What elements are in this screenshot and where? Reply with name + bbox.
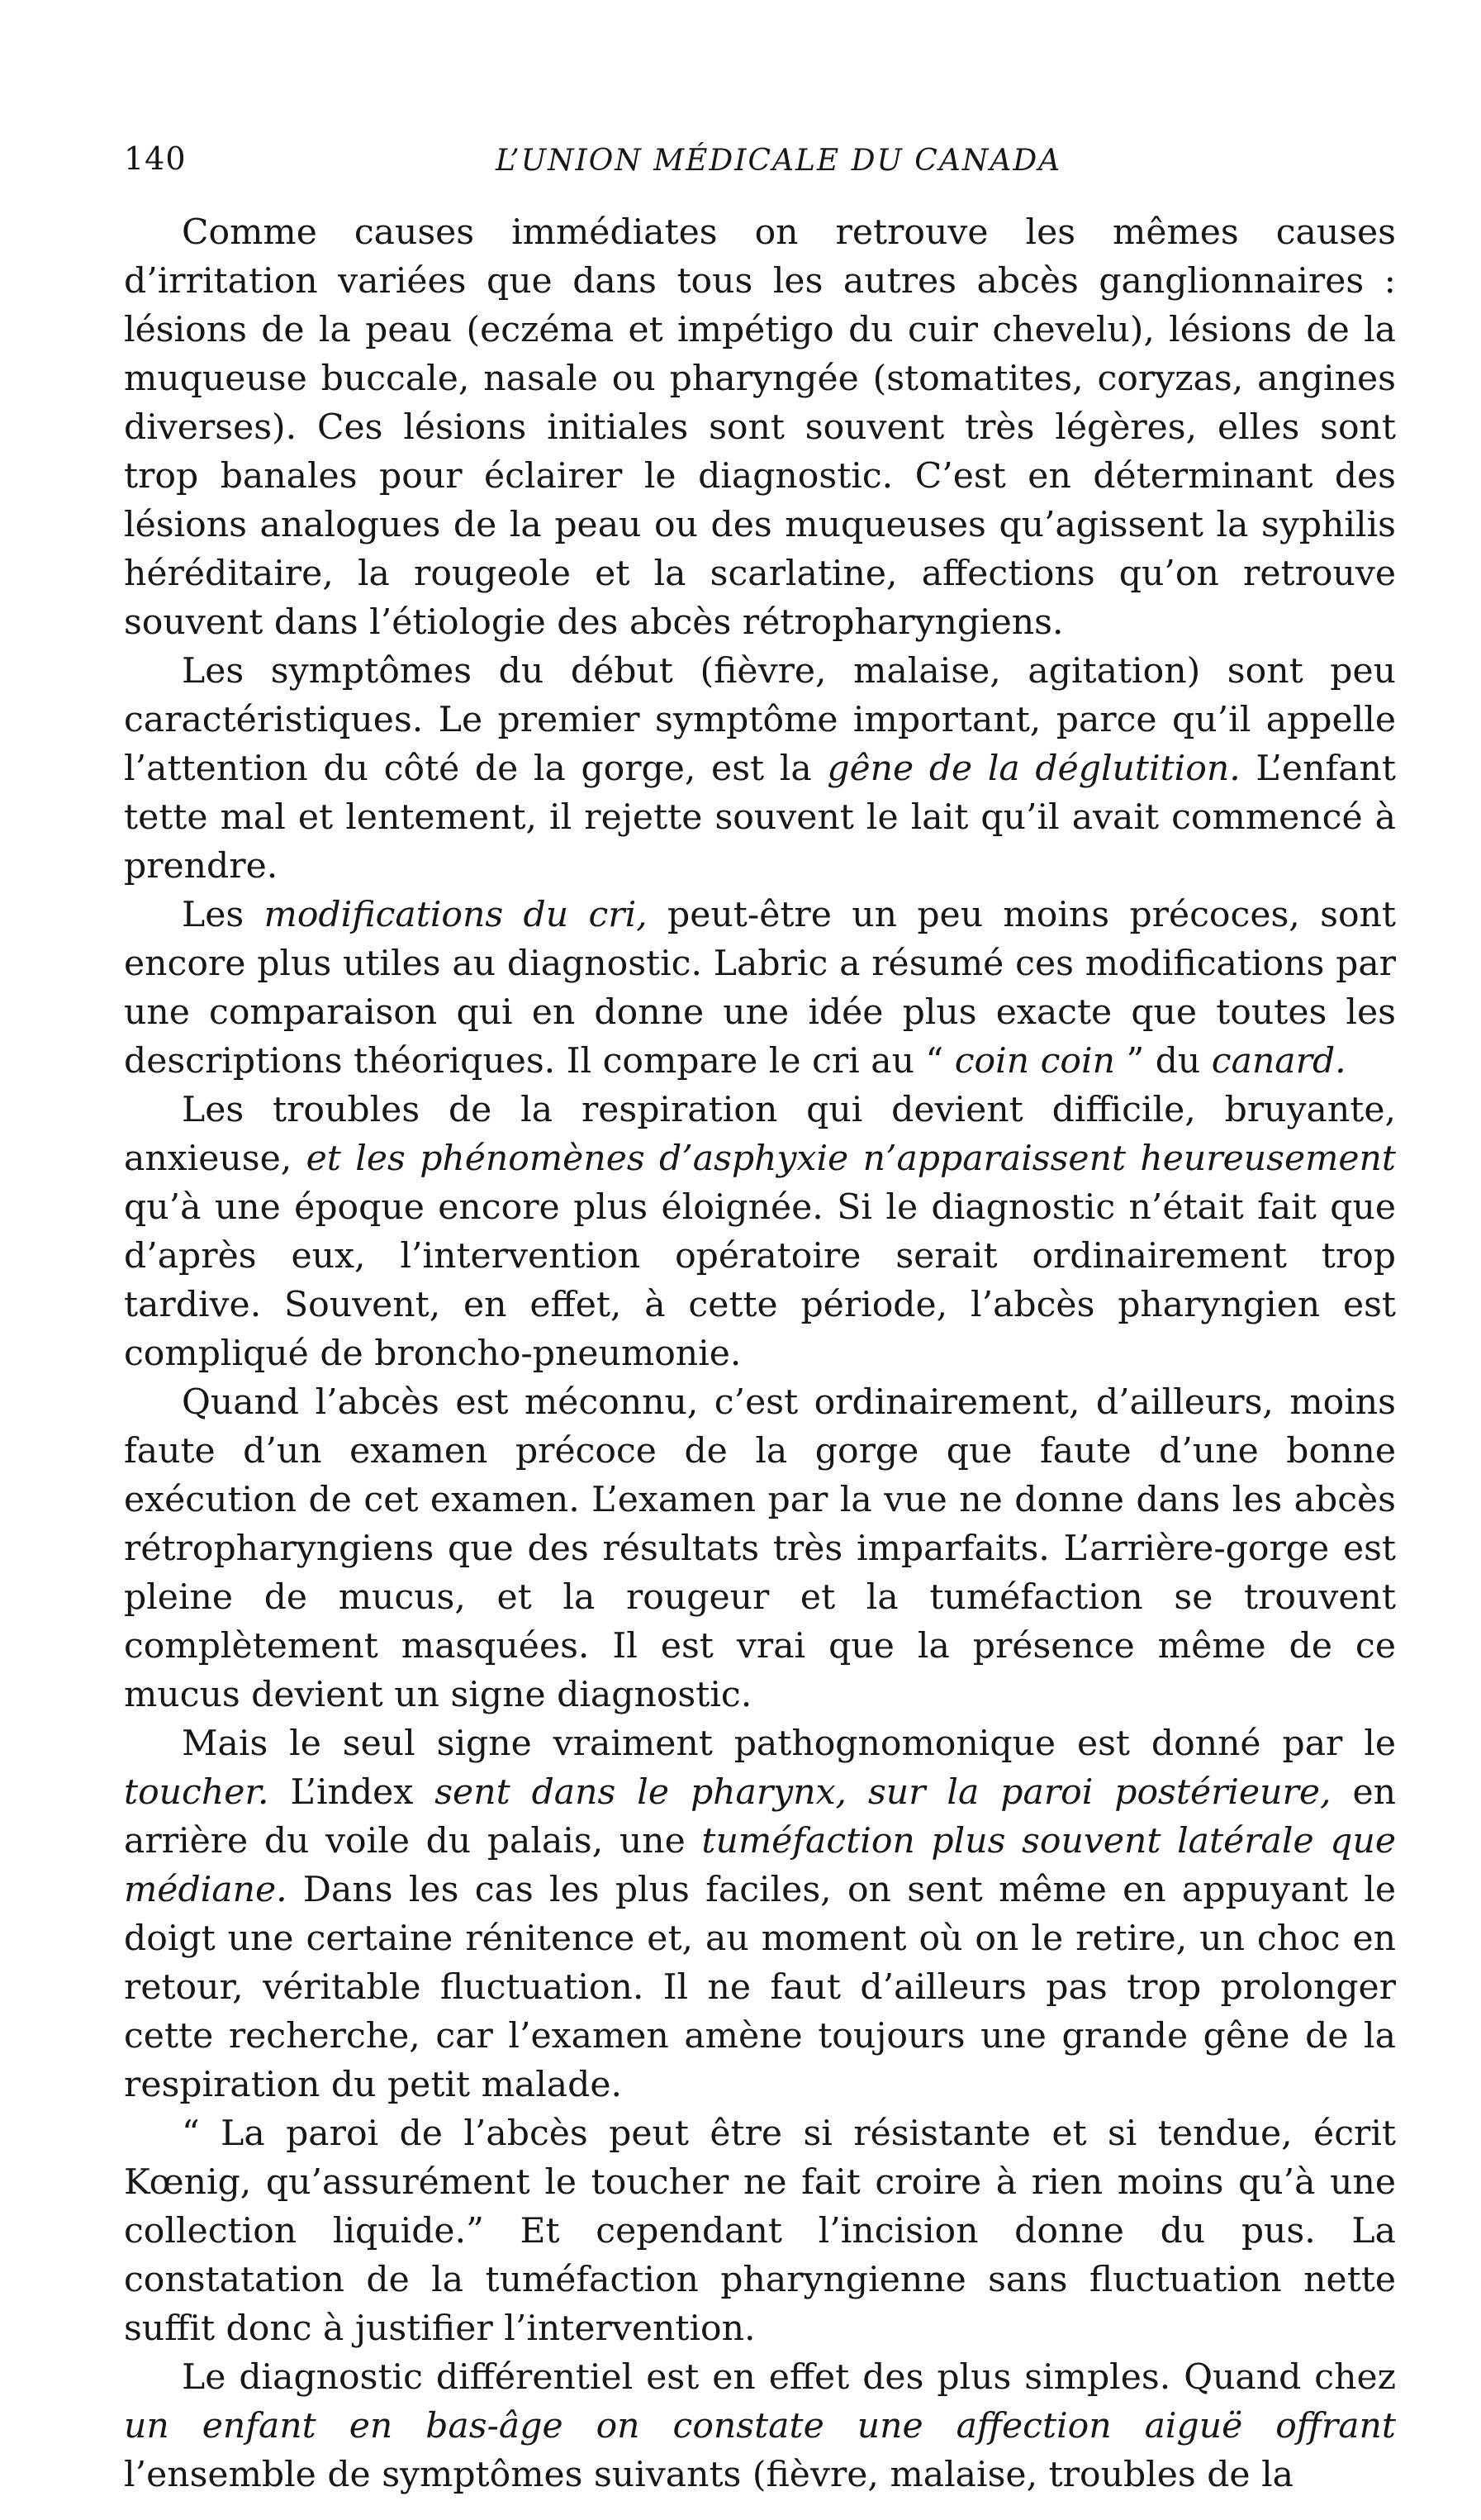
article-body: [124, 208, 1396, 2499]
page-number: 140: [124, 140, 187, 177]
text-run: Le diagnostic différentiel est en effet des plus simples. Quand chez: [182, 2357, 1396, 2398]
journal-page: [124, 124, 1396, 2495]
paragraph-respiration: [124, 1086, 1396, 1378]
running-head: [124, 124, 1396, 198]
text-run: en arrière du voile du palais, une: [124, 1772, 1396, 1861]
paragraph-koenig-quote: “ La paroi de l’abcès peut être si résistante et si tendue, écrit Kœnig, qu’assurément le toucher ne fait croire à rien moins qu’à une collection liquide.” Et cependant l’incision donne du pus. La constatation de la tuméfaction pharyngienne sans fluctuation nette suffit donc à justifier l’intervention.: [124, 2113, 1396, 2349]
emphasis-run: coin coin: [954, 1041, 1115, 1082]
journal-title: L’UNION MÉDICALE DU CANADA: [496, 144, 1062, 178]
text-run: Les symptômes du début (fièvre, malaise, agitation) sont peu caractéristiques. Le premier symptôme important, parce qu’il appelle l’attention du côté de la gorge, est la: [124, 651, 1396, 789]
emphasis-run: toucher.: [124, 1772, 269, 1813]
emphasis-run: gêne de la déglutition.: [827, 749, 1241, 789]
emphasis-run: modifications du cri,: [263, 895, 648, 935]
text-run: L’index: [268, 1772, 435, 1813]
text-run: Mais le seul signe vraiment pathognomonique est donné par le: [182, 1724, 1396, 1764]
paragraph-causes: Comme causes immédiates on retrouve les mêmes causes d’irritation variées que dans tous les autres abcès ganglionnaires : lésions de la peau (eczéma et impétigo du cuir chevelu), lésions de la muqueuse buccale, nasale ou pharyngée (stomatites, coryzas, angines diverses). Ces lésions initiales sont souvent très légères, elles sont trop banales pour éclairer le diagnostic. C’est en déterminant des lésions analogues de la peau ou des muqueuses qu’agissent la syphilis héréditaire, la rougeole et la scarlatine, affections qu’on retrouve souvent dans l’étiologie des abcès rétropharyngiens.: [124, 212, 1396, 643]
text-run: Les: [182, 895, 264, 935]
text-run: Dans les cas les plus faciles, on sent même en appuyant le doigt une certaine rénitence et, au moment où on le retire, un choc en retour, véritable fluctuation. Il ne faut d’ailleurs pas trop prolonger cette recherche, car l’examen amène toujours une grande gêne de la respiration du petit malade.: [124, 1870, 1396, 2105]
text-run: peut-être un peu moins précoces, sont encore plus utiles au diagnostic. Labric a résumé ces modifications par une comparaison qui en donne une idée plus exacte que toutes les descriptions théoriques. Il compare le cri au “: [124, 895, 1396, 1082]
text-run: L’enfant tette mal et lentement, il rejette souvent le lait qu’il avait commencé à prendre.: [124, 749, 1396, 887]
text-run: qu’à une époque encore plus éloignée. Si le diagnostic n’était fait que d’après eux, l’intervention opératoire serait ordinairement trop tardive. Souvent, en effet, à cette période, l’abcès pharyngien est compliqué de broncho-pneumonie.: [124, 1187, 1396, 1374]
paragraph-cry-modifications: [124, 891, 1396, 1086]
paragraph-touch-sign: [124, 1719, 1396, 2109]
paragraph-differential-diagnosis: [124, 2353, 1396, 2499]
text-run: l’ensemble de symptômes suivants (fièvre, malaise, troubles de la: [124, 2455, 1294, 2495]
emphasis-run: sent dans le pharynx, sur la paroi postérieure,: [434, 1772, 1331, 1813]
emphasis-run: canard.: [1211, 1041, 1346, 1082]
paragraph-early-symptoms: [124, 647, 1396, 891]
emphasis-run: et les phénomènes d’asphyxie n’apparaissent heureusement: [306, 1139, 1396, 1179]
emphasis-run: tuméfaction plus souvent latérale que médiane.: [124, 1821, 1396, 1910]
text-run: Les troubles de la respiration qui devient difficile, bruyante, anxieuse,: [124, 1090, 1396, 1179]
text-run: ” du: [1114, 1041, 1212, 1082]
emphasis-run: un enfant en bas-âge on constate une affection aiguë offrant: [124, 2406, 1396, 2446]
paragraph-examination: Quand l’abcès est méconnu, c’est ordinairement, d’ailleurs, moins faute d’un examen précoce de la gorge que faute d’une bonne exécution de cet examen. L’examen par la vue ne donne dans les abcès rétropharyngiens que des résultats très imparfaits. L’arrière-gorge est pleine de mucus, et la rougeur et la tuméfaction se trouvent complètement masquées. Il est vrai que la présence même de ce mucus devient un signe diagnostic.: [124, 1382, 1396, 1715]
